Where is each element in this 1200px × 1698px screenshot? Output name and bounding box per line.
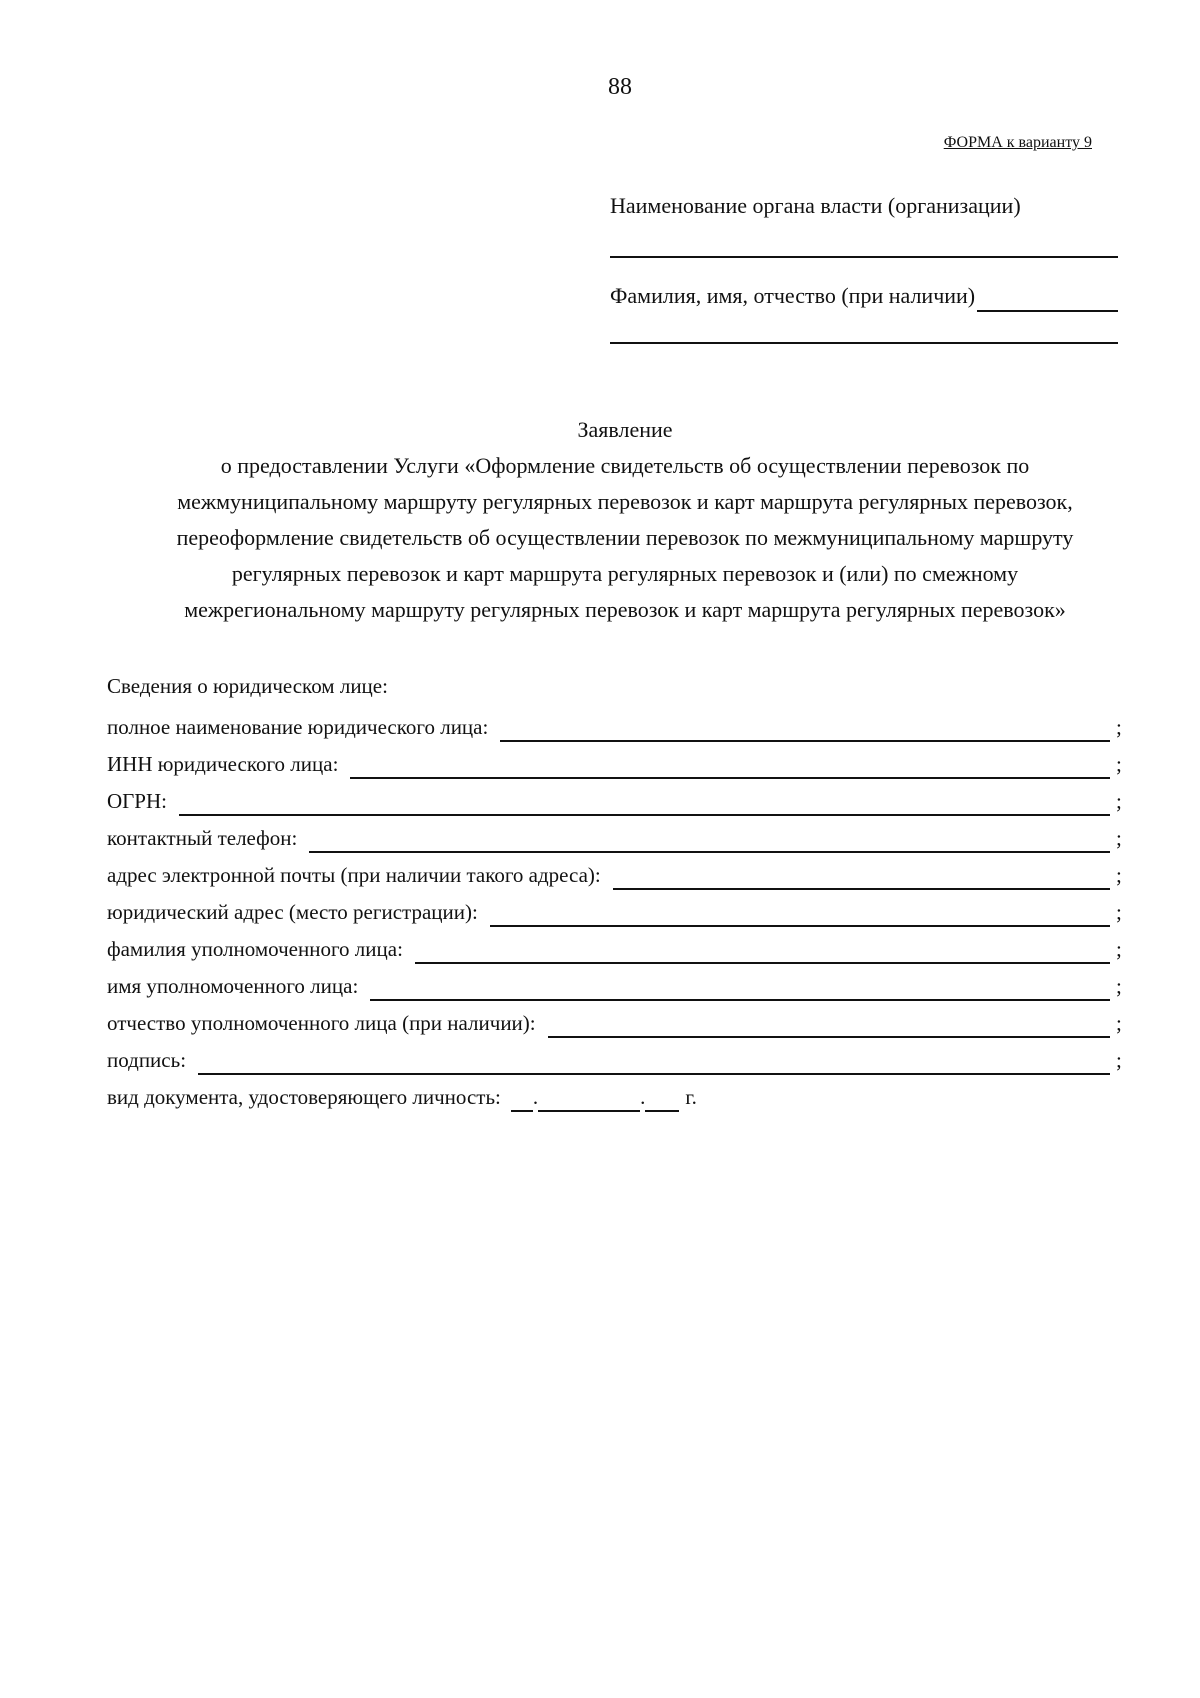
- field-end: ;: [1116, 974, 1122, 998]
- field-label: контактный телефон:: [107, 826, 298, 850]
- field-end: ;: [1116, 715, 1122, 739]
- first-name-input-line[interactable]: [370, 977, 1110, 1001]
- date-day-blank[interactable]: [511, 1088, 533, 1112]
- legal-entity-section: [107, 668, 1130, 1112]
- field-end: ;: [1116, 863, 1122, 887]
- addressee-block: [610, 190, 1118, 344]
- date-month-blank[interactable]: [538, 1088, 640, 1112]
- field-row-signature: [107, 1038, 1130, 1075]
- field-row-first-name: [107, 964, 1130, 1001]
- patronymic-input-line[interactable]: [548, 1014, 1110, 1038]
- field-end: ;: [1116, 1048, 1122, 1072]
- field-label: адрес электронной почты (при наличии такого адреса):: [107, 863, 601, 887]
- inn-input-line[interactable]: [350, 755, 1110, 779]
- field-label: ОГРН:: [107, 789, 167, 813]
- field-row-legal-address: [107, 890, 1130, 927]
- field-end: ;: [1116, 1011, 1122, 1035]
- field-end: ;: [1116, 752, 1122, 776]
- field-label: фамилия уполномоченного лица:: [107, 937, 403, 961]
- phone-input-line[interactable]: [309, 829, 1110, 853]
- field-end: ;: [1116, 937, 1122, 961]
- authority-label: Наименование органа власти (организации): [610, 193, 1021, 218]
- field-row-ogrn: [107, 779, 1130, 816]
- field-label: отчество уполномоченного лица (при наличии):: [107, 1011, 536, 1035]
- fio-blank-line[interactable]: [977, 284, 1118, 312]
- fio-row: [610, 280, 1118, 312]
- date-separator: .: [532, 1085, 539, 1109]
- heading-line: межрегиональному маршруту регулярных перевозок и карт маршрута регулярных перевозок»: [184, 597, 1066, 622]
- authority-blank-line[interactable]: [610, 222, 1118, 258]
- field-end: ;: [1116, 826, 1122, 850]
- field-row-full-name: [107, 705, 1130, 742]
- form-reference: ФОРМА к варианту 9: [943, 134, 1092, 151]
- ogrn-input-line[interactable]: [179, 792, 1110, 816]
- email-input-line[interactable]: [613, 866, 1110, 890]
- field-label: подпись:: [107, 1048, 187, 1072]
- field-end: ;: [1116, 900, 1122, 924]
- field-row-identity-document: [107, 1075, 1130, 1112]
- section-title: Сведения о юридическом лице:: [107, 674, 388, 698]
- field-row-patronymic: [107, 1001, 1130, 1038]
- fio-blank-line-2[interactable]: [610, 312, 1118, 344]
- heading-line: межмуниципальному маршруту регулярных перевозок и карт маршрута регулярных перевозок,: [177, 489, 1073, 514]
- field-label: юридический адрес (место регистрации):: [107, 900, 478, 924]
- field-row-surname: [107, 927, 1130, 964]
- heading-line: переоформление свидетельств об осуществлении перевозок по межмуниципальному маршруту: [176, 525, 1074, 550]
- legal-address-input-line[interactable]: [490, 903, 1110, 927]
- full-name-input-line[interactable]: [500, 718, 1110, 742]
- field-label: полное наименование юридического лица:: [107, 715, 489, 739]
- date-separator: .: [640, 1085, 646, 1109]
- fio-label: Фамилия, имя, отчество (при наличии): [610, 283, 976, 308]
- field-label: вид документа, удостоверяющего личность:: [107, 1085, 501, 1109]
- field-row-email: [107, 853, 1130, 890]
- field-label: ИНН юридического лица:: [107, 752, 339, 776]
- heading-line: о предоставлении Услуги «Оформление свидетельств об осуществлении перевозок по: [220, 453, 1030, 478]
- page-number: 88: [608, 74, 632, 100]
- heading-line: регулярных перевозок и карт маршрута регулярных перевозок и (или) по смежному: [231, 561, 1019, 586]
- year-suffix: г.: [685, 1085, 697, 1109]
- field-label: имя уполномоченного лица:: [107, 974, 359, 998]
- signature-input-line[interactable]: [198, 1051, 1110, 1075]
- field-row-inn: [107, 742, 1130, 779]
- application-heading: [110, 412, 1140, 628]
- field-end: ;: [1116, 789, 1122, 813]
- date-year-blank[interactable]: [645, 1088, 679, 1112]
- field-row-phone: [107, 816, 1130, 853]
- application-title: Заявление: [577, 417, 673, 442]
- surname-input-line[interactable]: [415, 940, 1110, 964]
